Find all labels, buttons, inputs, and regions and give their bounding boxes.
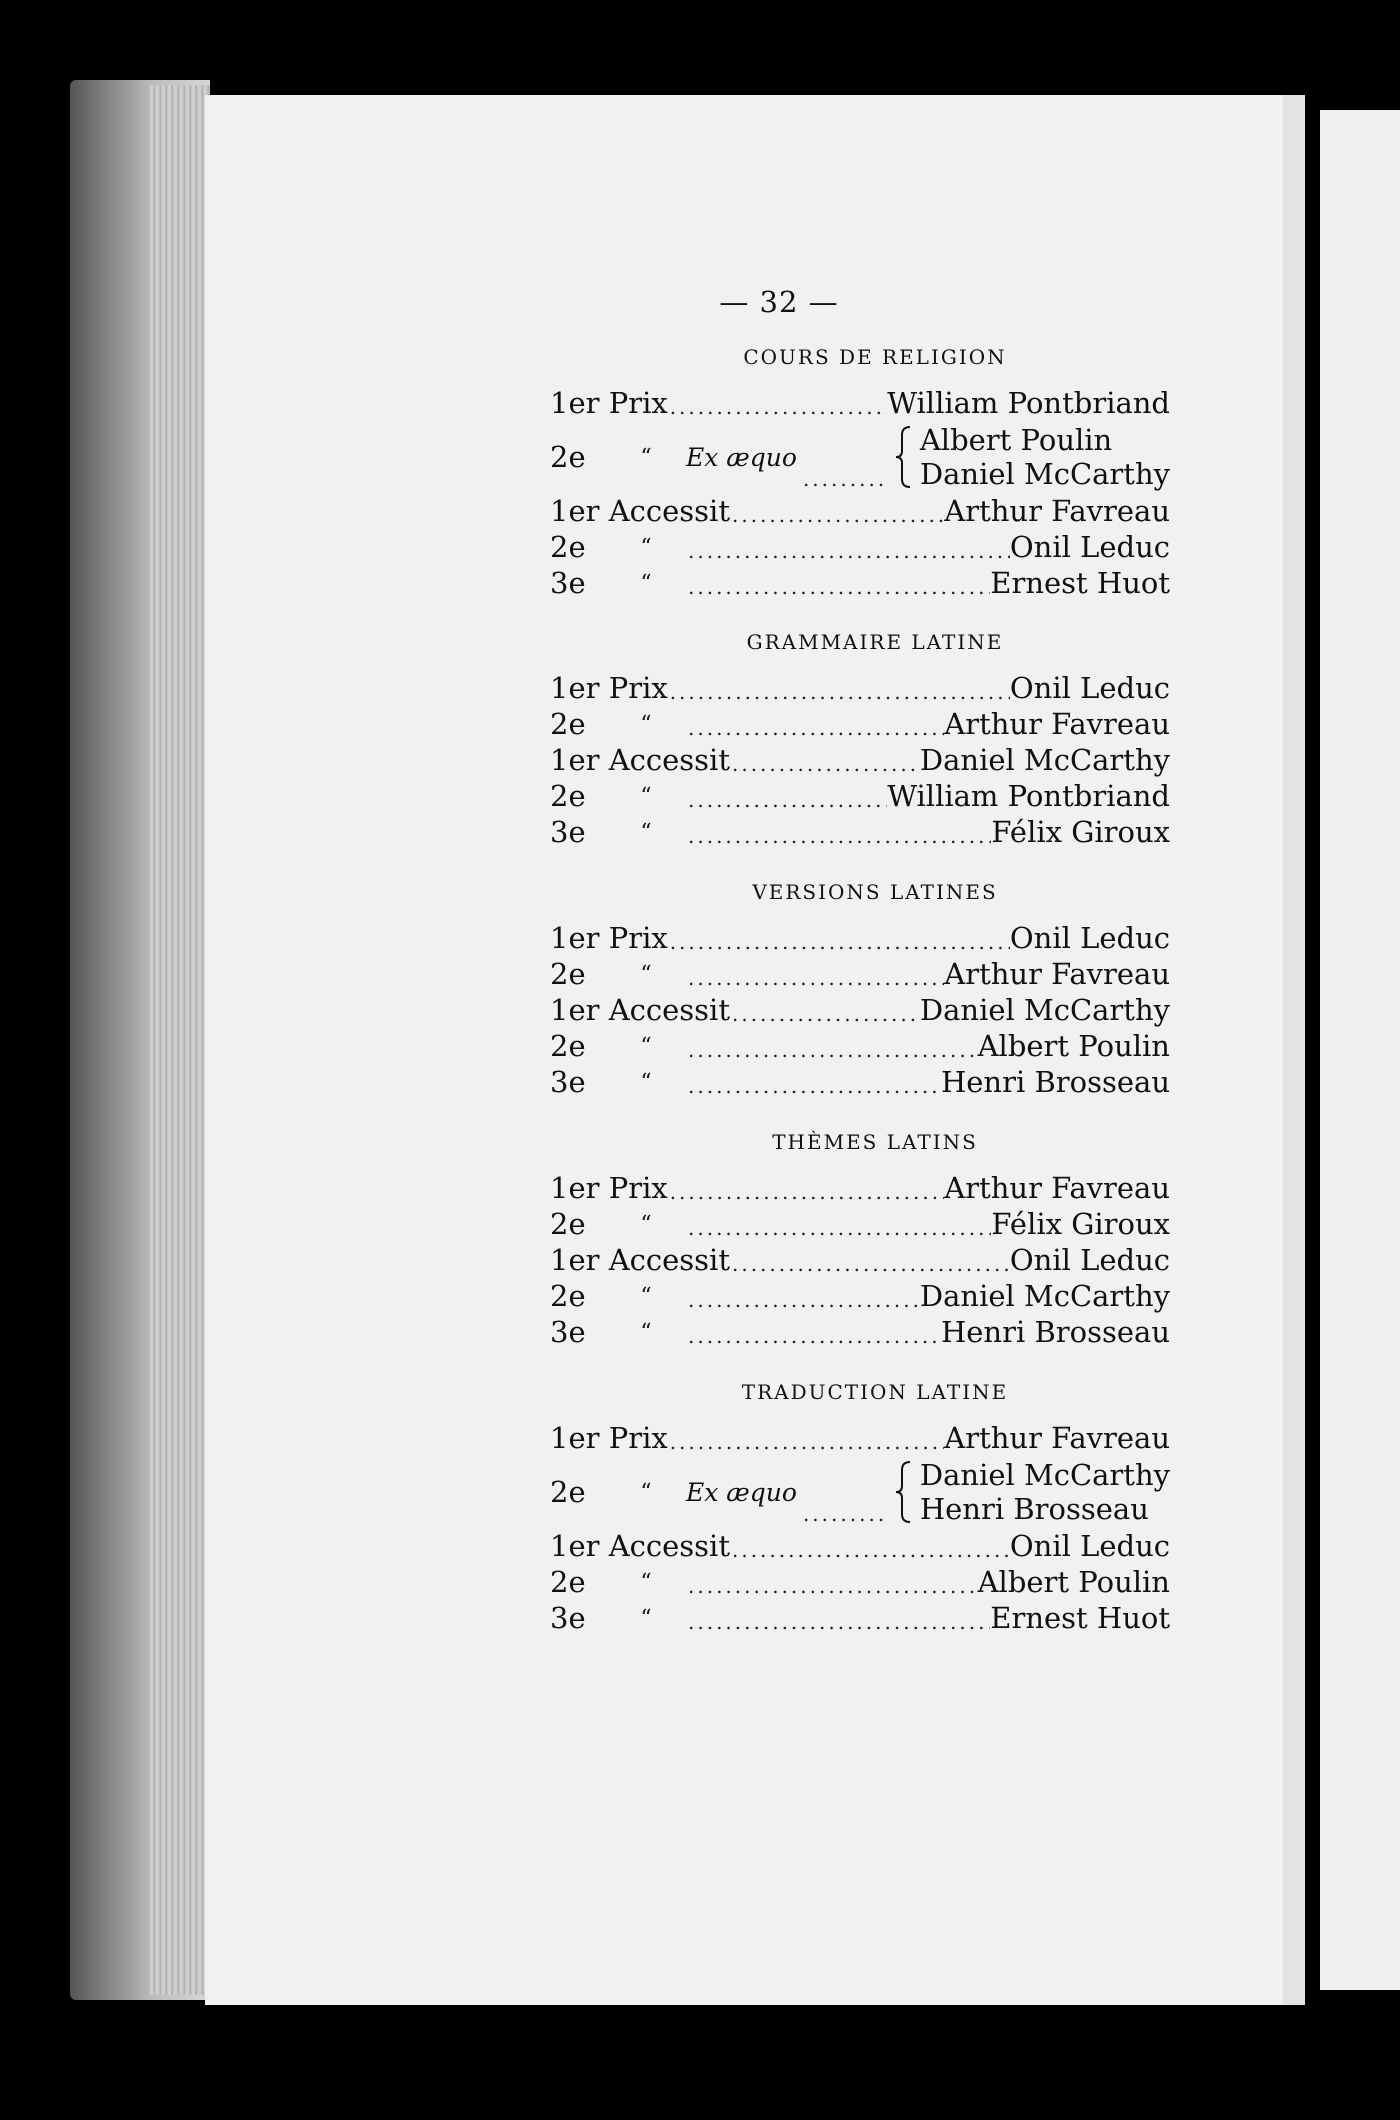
book-page — [205, 95, 1283, 2005]
award-rank: 1er Accessit — [550, 1243, 730, 1277]
award-rank: 2e — [550, 530, 586, 564]
winner-name: Henri Brosseau — [919, 1492, 1149, 1526]
prize-section — [550, 1380, 1170, 1636]
dot-leader — [668, 928, 1010, 956]
winner-name: Ernest Huot — [990, 566, 1170, 600]
ditto-mark: “ — [640, 819, 652, 845]
ditto-mark: “ — [640, 783, 652, 809]
dot-leader — [686, 1286, 920, 1314]
award-rank: 2e — [550, 957, 586, 991]
curly-brace-icon — [894, 425, 914, 489]
dot-leader — [730, 1000, 920, 1028]
ditto-mark: “ — [640, 1319, 652, 1345]
section-title: TRADUCTION LATINE — [741, 1380, 1009, 1404]
award-rank: 2e — [550, 1279, 586, 1313]
section-title: VERSIONS LATINES — [752, 880, 998, 904]
winner-name: Albert Poulin — [977, 1565, 1170, 1599]
award-rank: 3e — [550, 566, 586, 600]
award-rank: 3e — [550, 1601, 586, 1635]
award-row — [550, 992, 1170, 1028]
section-title: COURS DE RELIGION — [743, 345, 1007, 369]
ditto-mark: “ — [640, 1033, 652, 1059]
ditto-mark: “ — [640, 1211, 652, 1237]
award-row — [550, 529, 1170, 565]
ditto-mark: “ — [640, 711, 652, 737]
dot-leader — [686, 1608, 990, 1636]
award-row — [550, 1528, 1170, 1564]
ex-aequo-row — [550, 1456, 1170, 1528]
award-rank: 1er Prix — [550, 1421, 668, 1455]
award-rank: 2e — [550, 440, 586, 474]
award-rank: 1er Prix — [550, 1171, 668, 1205]
award-rank: 2e — [550, 1207, 586, 1241]
award-rank: 3e — [550, 815, 586, 849]
winner-name: Albert Poulin — [977, 1029, 1170, 1063]
tied-winners — [920, 423, 1170, 491]
dot-leader — [686, 537, 1010, 565]
award-row — [550, 1242, 1170, 1278]
winner-name: Albert Poulin — [919, 423, 1113, 457]
winner-name: Arthur Favreau — [944, 957, 1170, 991]
winner-name: Félix Giroux — [991, 815, 1170, 849]
section-title: THÈMES LATINS — [772, 1130, 978, 1154]
dot-leader — [686, 573, 990, 601]
page-content — [205, 95, 1283, 2005]
award-row — [550, 920, 1170, 956]
ditto-mark: “ — [640, 961, 652, 987]
award-row — [550, 778, 1170, 814]
award-rank: 2e — [550, 1029, 586, 1063]
winner-name: Arthur Favreau — [944, 707, 1170, 741]
dot-leader — [668, 1428, 945, 1456]
award-rank: 3e — [550, 1065, 586, 1099]
prize-section — [550, 1130, 1170, 1350]
winner-name: Arthur Favreau — [944, 1421, 1170, 1455]
award-rank: 1er Prix — [550, 671, 668, 705]
dot-leader — [686, 1322, 941, 1350]
winner-name: Daniel McCarthy — [919, 1279, 1170, 1313]
award-rank: 3e — [550, 1315, 586, 1349]
award-row — [550, 1600, 1170, 1636]
winner-name: Arthur Favreau — [944, 1171, 1170, 1205]
dot-leader — [686, 1072, 941, 1100]
ex-aequo-label: Ex æquo — [686, 1477, 797, 1507]
award-rank: 1er Prix — [550, 921, 668, 955]
winner-name: Henri Brosseau — [940, 1315, 1170, 1349]
award-rank: 1er Accessit — [550, 1529, 730, 1563]
dot-leader — [730, 501, 944, 529]
page-stack-edges — [150, 85, 210, 1995]
ditto-mark: “ — [640, 444, 652, 470]
dot-leader — [686, 822, 991, 850]
award-row — [550, 1278, 1170, 1314]
winner-name: Daniel McCarthy — [919, 993, 1170, 1027]
winner-name: Félix Giroux — [991, 1207, 1170, 1241]
ditto-mark: “ — [640, 1283, 652, 1309]
dot-leader — [686, 1572, 978, 1600]
dot-leader — [686, 714, 944, 742]
winner-name: Arthur Favreau — [944, 494, 1170, 528]
dot-leader — [730, 1250, 1010, 1278]
section-title: GRAMMAIRE LATINE — [746, 630, 1004, 654]
ditto-mark: “ — [640, 1569, 652, 1595]
award-row — [550, 1064, 1170, 1100]
curly-brace-icon — [894, 1460, 914, 1524]
winner-name: Daniel McCarthy — [919, 1458, 1170, 1492]
prize-section — [550, 345, 1170, 601]
award-row — [550, 956, 1170, 992]
dot-leader — [686, 1214, 991, 1242]
award-row — [550, 742, 1170, 778]
winner-name: William Pontbriand — [887, 386, 1170, 420]
page-number: — 32 — — [719, 285, 839, 319]
ditto-mark: “ — [640, 570, 652, 596]
winner-name: Henri Brosseau — [940, 1065, 1170, 1099]
winner-name: Daniel McCarthy — [919, 457, 1170, 491]
dot-leader — [730, 1536, 1010, 1564]
ditto-mark: “ — [640, 1605, 652, 1631]
ditto-mark: “ — [640, 1069, 652, 1095]
ditto-mark: “ — [640, 534, 652, 560]
award-row — [550, 1314, 1170, 1350]
award-row — [550, 385, 1170, 421]
dot-leader — [686, 964, 944, 992]
award-row — [550, 1206, 1170, 1242]
award-rank: 2e — [550, 1475, 586, 1509]
winner-name: Onil Leduc — [1009, 1243, 1170, 1277]
award-row — [550, 1170, 1170, 1206]
page-right-margin — [1283, 95, 1305, 2005]
winner-name: Daniel McCarthy — [919, 743, 1170, 777]
dot-leader — [668, 393, 888, 421]
award-row — [550, 565, 1170, 601]
winner-name: William Pontbriand — [887, 779, 1170, 813]
winner-name: Onil Leduc — [1009, 671, 1170, 705]
adjacent-page-edge — [1320, 110, 1400, 1990]
award-rank: 2e — [550, 707, 586, 741]
award-rank: 1er Accessit — [550, 993, 730, 1027]
award-rank: 1er Prix — [550, 386, 668, 420]
award-row — [550, 670, 1170, 706]
award-row — [550, 814, 1170, 850]
winner-name: Onil Leduc — [1009, 1529, 1170, 1563]
award-rank: 1er Accessit — [550, 743, 730, 777]
prize-section — [550, 880, 1170, 1100]
award-rank: 2e — [550, 779, 586, 813]
ditto-mark: “ — [640, 1479, 652, 1505]
award-row — [550, 706, 1170, 742]
award-row — [550, 1420, 1170, 1456]
dot-leader — [730, 750, 920, 778]
tied-winners — [920, 1458, 1170, 1526]
ex-aequo-row — [550, 421, 1170, 493]
dot-leader — [668, 678, 1010, 706]
winner-name: Ernest Huot — [990, 1601, 1170, 1635]
award-rank: 2e — [550, 1565, 586, 1599]
award-row — [550, 493, 1170, 529]
ex-aequo-label: Ex æquo — [686, 442, 797, 472]
winner-name: Onil Leduc — [1009, 921, 1170, 955]
dot-leader — [801, 1500, 888, 1528]
award-rank: 1er Accessit — [550, 494, 730, 528]
dot-leader — [668, 1178, 945, 1206]
prize-section — [550, 630, 1170, 850]
winner-name: Onil Leduc — [1009, 530, 1170, 564]
award-row — [550, 1028, 1170, 1064]
award-row — [550, 1564, 1170, 1600]
dot-leader — [801, 465, 888, 493]
dot-leader — [686, 786, 887, 814]
dot-leader — [686, 1036, 978, 1064]
